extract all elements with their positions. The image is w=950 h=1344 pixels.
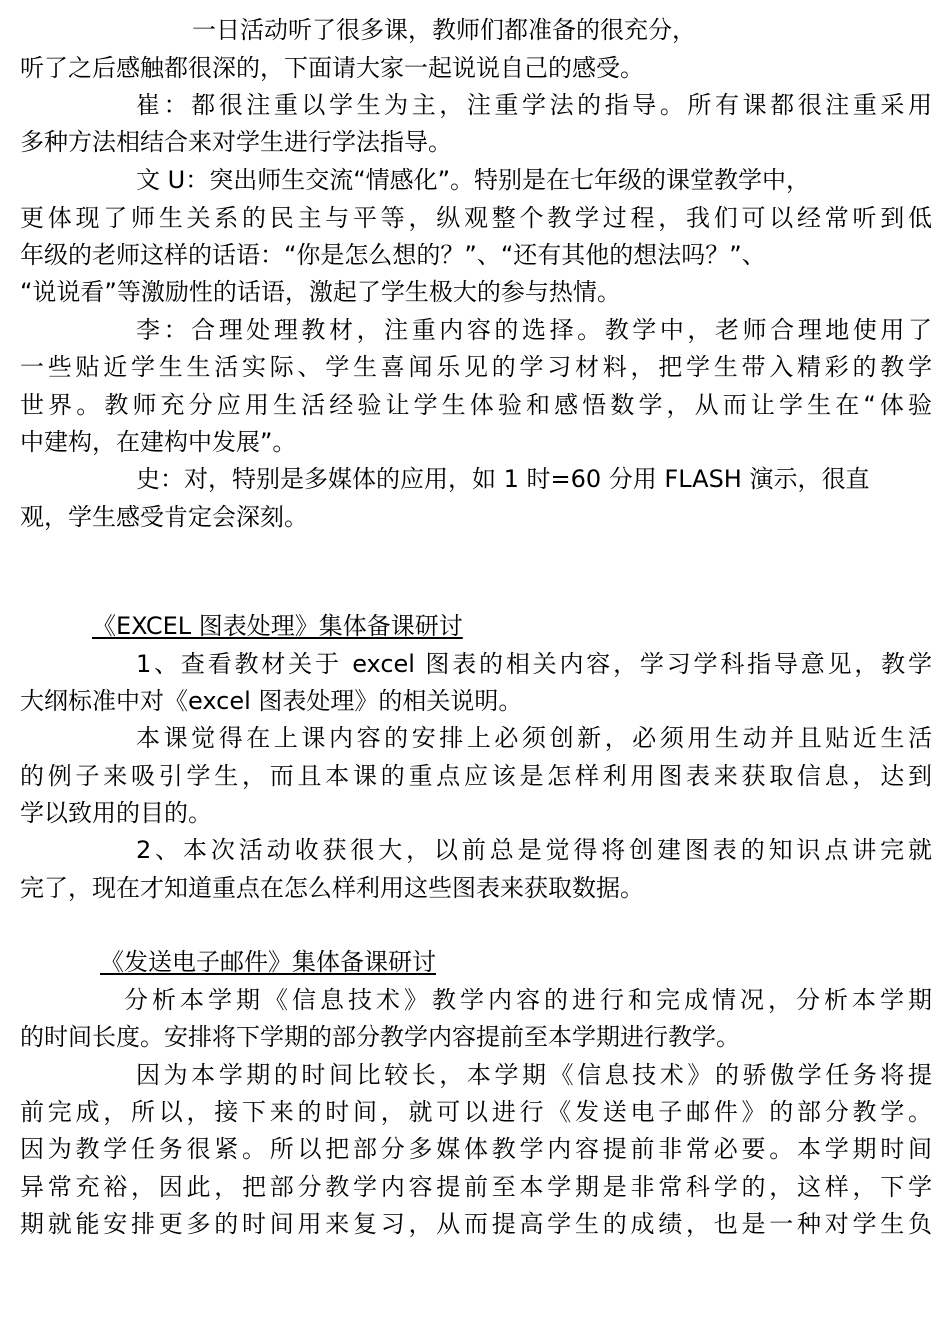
paragraph-line: 一些贴近学生生活实际、学生喜闻乐见的学习材料，把学生带入精彩的教学 [20,353,932,381]
paragraph-line: 学以致用的目的。 [20,799,212,827]
paragraph-line: 大纲标准中对《excel 图表处理》的相关说明。 [20,687,523,715]
paragraph-line: 世界。教师充分应用生活经验让学生体验和感悟数学，从而让学生在“体验 [20,391,932,419]
paragraph-line: 因为本学期的时间比较长，本学期《信息技术》的骄傲学任务将提 [136,1061,932,1089]
paragraph-line: 听了之后感触都很深的，下面请大家一起说说自己的感受。 [20,54,644,82]
paragraph-line: 前完成，所以，接下来的时间，就可以进行《发送电子邮件》的部分教学。 [20,1098,932,1126]
paragraph-line: 李：合理处理教材，注重内容的选择。教学中，老师合理地使用了 [136,316,932,344]
section-heading-email: 《发送电子邮件》集体备课研讨 [100,948,436,976]
paragraph-line: 2、本次活动收获很大，以前总是觉得将创建图表的知识点讲完就 [136,836,932,864]
paragraph-line: “说说看”等激励性的话语，激起了学生极大的参与热情。 [20,278,621,306]
paragraph-line: 崔：都很注重以学生为主，注重学法的指导。所有课都很注重采用 [136,91,932,119]
paragraph-line: 一日活动听了很多课，教师们都准备的很充分， [192,16,696,44]
paragraph-line: 史：对，特别是多媒体的应用，如 1 时=60 分用 FLASH 演示，很直 [136,465,870,493]
paragraph-line: 因为教学任务很紧。所以把部分多媒体教学内容提前非常必要。本学期时间 [20,1135,932,1163]
paragraph-line: 1、查看教材关于 excel 图表的相关内容，学习学科指导意见，教学 [136,650,932,678]
paragraph-line: 观，学生感受肯定会深刻。 [20,503,308,531]
paragraph-line: 的例子来吸引学生，而且本课的重点应该是怎样利用图表来获取信息，达到 [20,762,932,790]
paragraph-line: 文 U：突出师生交流“情感化”。特别是在七年级的课堂教学中， [136,166,811,194]
paragraph-line: 的时间长度。安排将下学期的部分教学内容提前至本学期进行教学。 [20,1023,740,1051]
paragraph-line: 更体现了师生关系的民主与平等，纵观整个教学过程，我们可以经常听到低 [20,204,932,232]
paragraph-line: 中建构，在建构中发展”。 [20,428,297,456]
paragraph-line: 多种方法相结合来对学生进行学法指导。 [20,128,452,156]
section-heading-excel: 《EXCEL 图表处理》集体备课研讨 [92,612,463,640]
paragraph-line: 分析本学期《信息技术》教学内容的进行和完成情况，分析本学期 [124,986,932,1014]
paragraph-line: 异常充裕，因此，把部分教学内容提前至本学期是非常科学的，这样，下学 [20,1173,932,1201]
paragraph-line: 本课觉得在上课内容的安排上必须创新，必须用生动并且贴近生活 [136,724,932,752]
paragraph-line: 完了，现在才知道重点在怎么样利用这些图表来获取数据。 [20,874,644,902]
paragraph-line: 年级的老师这样的话语：“你是怎么想的？”、“还有其他的想法吗？”、 [20,241,766,269]
paragraph-line: 期就能安排更多的时间用来复习，从而提高学生的成绩，也是一种对学生负 [20,1210,932,1238]
